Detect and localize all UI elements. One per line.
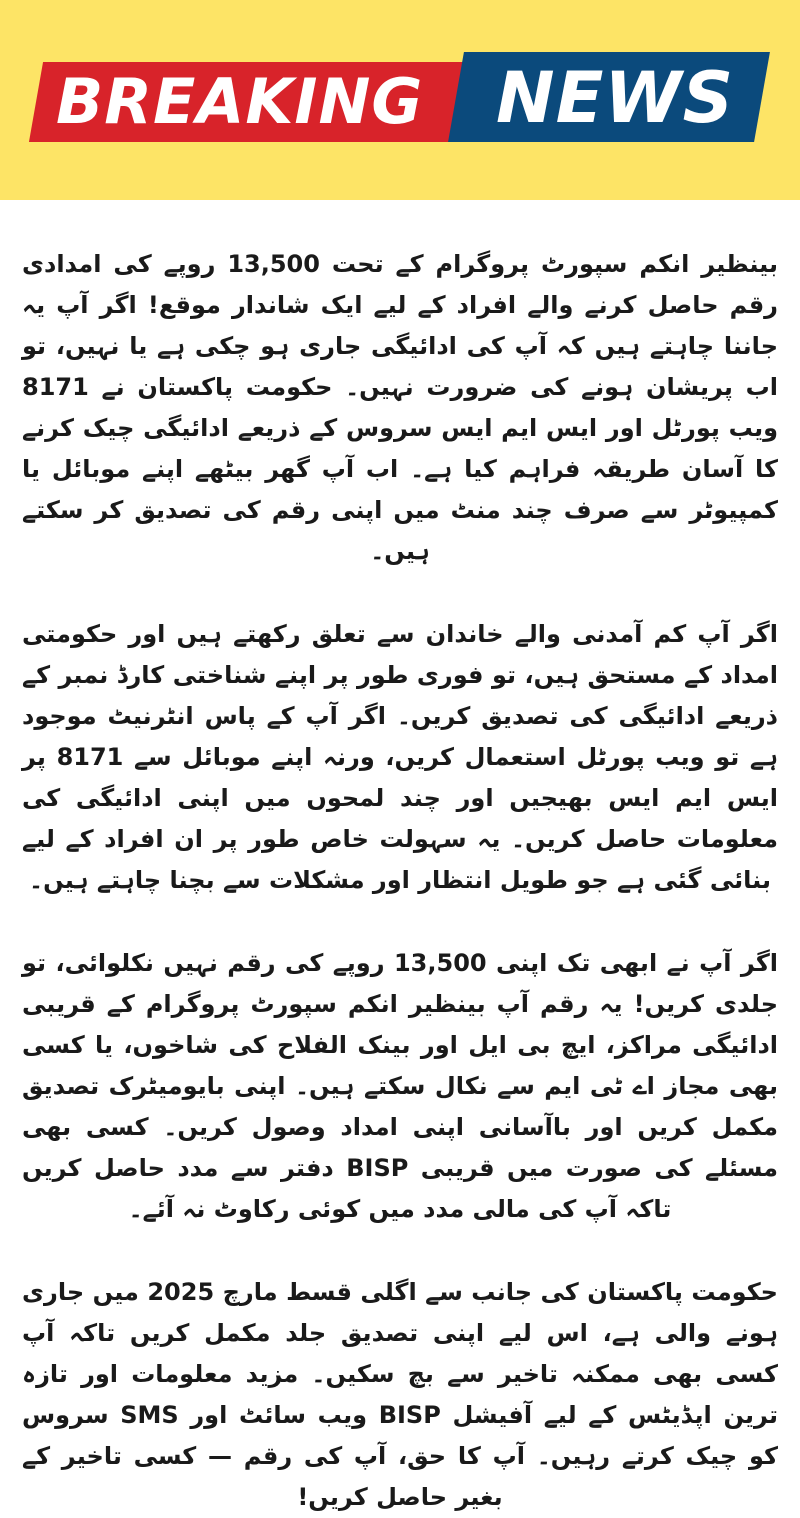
article-paragraph-1: بینظیر انکم سپورٹ پروگرام کے تحت 13,500 روپے کی امدادی رقم حاصل کرنے والے افراد کے لیے ایک شاندار موقع! اگر آپ یہ جاننا چاہتے ہیں کہ آپ کی ادائیگی جاری ہو چکی ہے یا نہیں، تو اب پریشان ہونے کی ضرورت نہیں۔ حکومت پاکستان نے 8171 ویب پورٹل اور ایس ایم ایس سروس کے ذریعے ادائیگی چیک کرنے کا آسان طریقہ فراہم کیا ہے۔ اب آپ گھر بیٹھے اپنے موبائل یا کمپیوٹر سے صرف چند منٹ میں اپنی رقم کی تصدیق کر سکتے ہیں۔ xyxy=(22,250,778,565)
article-paragraph-3: اگر آپ نے ابھی تک اپنی 13,500 روپے کی رقم نہیں نکلوائی، تو جلدی کریں! یہ رقم آپ بینظیر انکم سپورٹ پروگرام کے قریبی ادائیگی مراکز، ایچ بی ایل اور بینک الفلاح کی شاخوں، یا کسی بھی مجاز اے ٹی ایم سے نکال سکتے ہیں۔ اپنی بایومیٹرک تصدیق مکمل کریں اور باآسانی اپنی امداد وصول کریں۔ کسی بھی مسئلے کی صورت میں قریبی BISP دفتر سے مدد حاصل کریں تاکہ آپ کی مالی مدد میں کوئی رکاوٹ نہ آئے۔ xyxy=(22,949,778,1223)
breaking-news-banner xyxy=(36,52,764,144)
article-paragraph-2: اگر آپ کم آمدنی والے خاندان سے تعلق رکھتے ہیں اور حکومتی امداد کے مستحق ہیں، تو فوری طور پر اپنے شناختی کارڈ نمبر کے ذریعے ادائیگی کی تصدیق کریں۔ اگر آپ کے پاس انٹرنیٹ موجود ہے تو ویب پورٹل استعمال کریں، ورنہ اپنے موبائل سے 8171 پر ایس ایم ایس بھیجیں اور چند لمحوں میں اپنی ادائیگی کی معلومات حاصل کریں۔ یہ سہولت خاص طور پر ان افراد کے لیے بنائی گئی ہے جو طویل انتظار اور مشکلات سے بچنا چاہتے ہیں۔ xyxy=(22,620,779,894)
news-word: NEWS xyxy=(496,57,735,139)
breaking-word: BREAKING xyxy=(56,65,424,138)
article-paragraph-4: حکومت پاکستان کی جانب سے اگلی قسط مارچ 2025 میں جاری ہونے والی ہے، اس لیے اپنی تصدیق جلد مکمل کریں تاکہ آپ کسی بھی ممکنہ تاخیر سے بچ سکیں۔ مزید معلومات اور تازہ ترین اپڈیٹس کے لیے آفیشل BISP ویب سائٹ اور SMS سروس کو چیک کرتے رہیں۔ آپ کا حق، آپ کی رقم — کسی تاخیر کے بغیر حاصل کریں! xyxy=(22,1278,779,1511)
article-body xyxy=(0,200,800,1511)
breaking-news-header xyxy=(0,0,800,200)
